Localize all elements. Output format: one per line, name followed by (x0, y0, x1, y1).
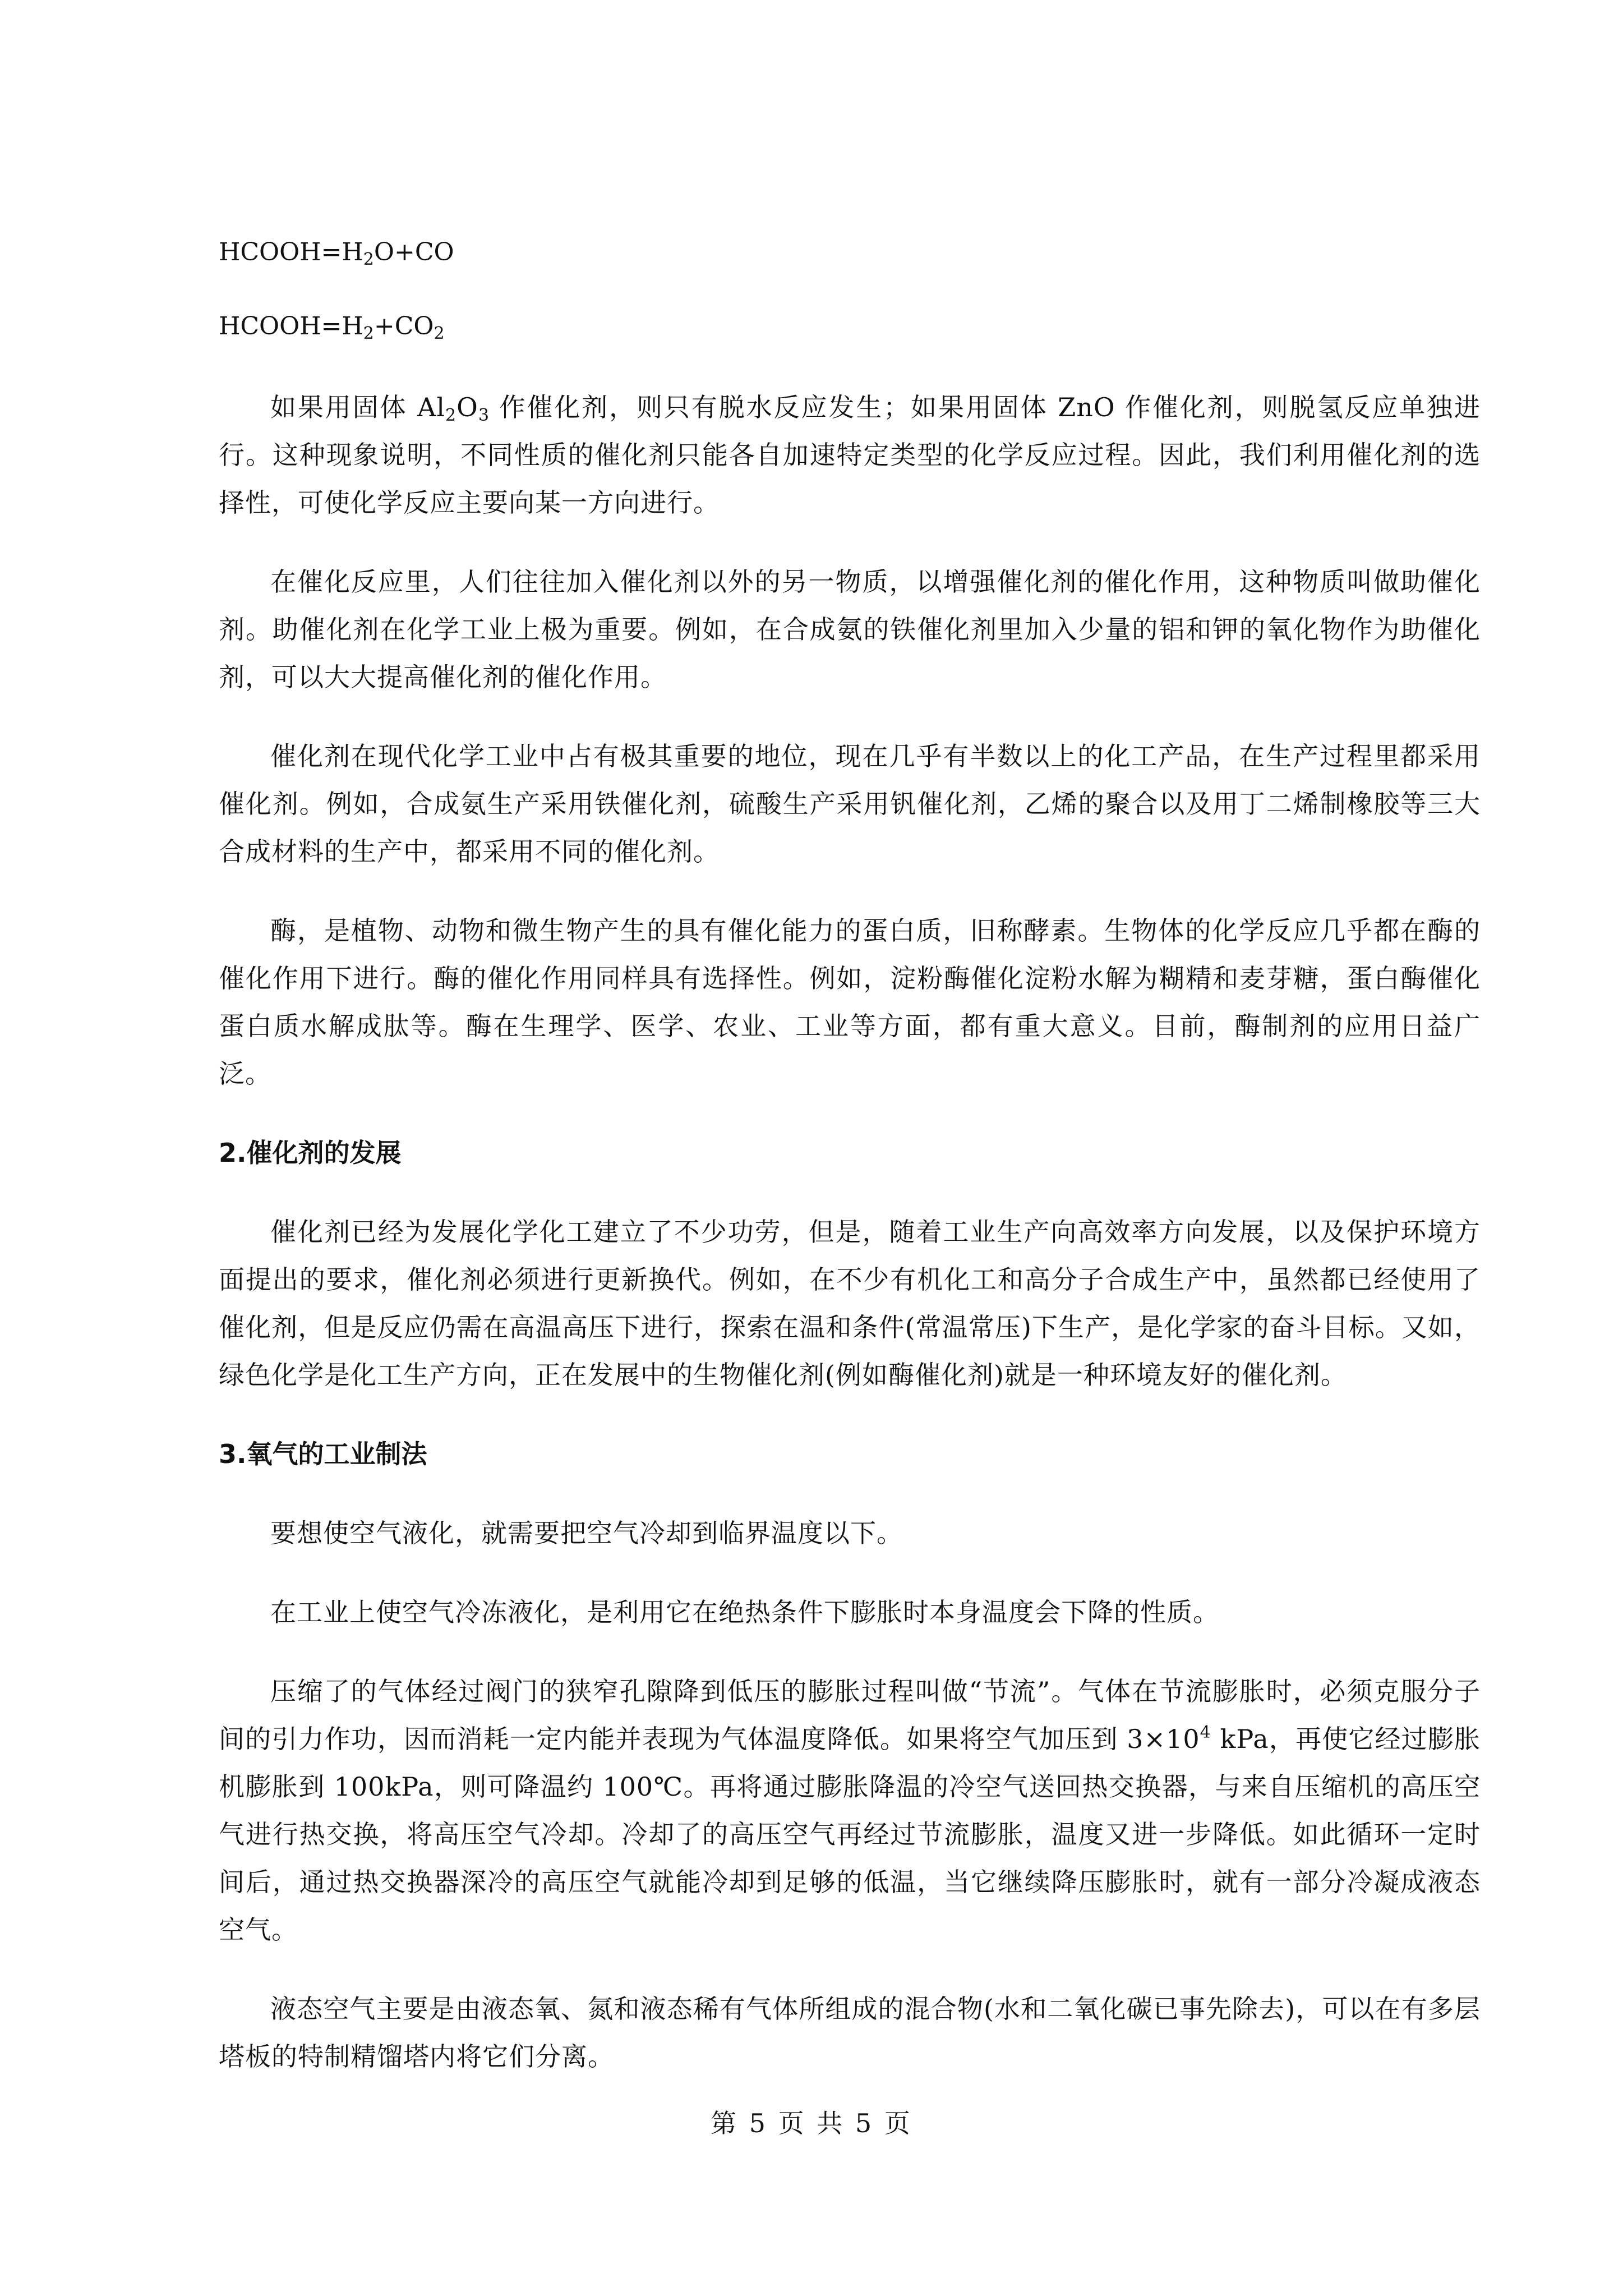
paragraph-enzyme: 酶，是植物、动物和微生物产生的具有催化能力的蛋白质，旧称酵素。生物体的化学反应几乎都在酶的催化作用下进行。酶的催化作用同样具有选择性。例如，淀粉酶催化淀粉水解为糊精和麦芽糖，蛋白酶催化蛋白质水解成肽等。酶在生理学、医学、农业、工业等方面，都有重大意义。目前，酶制剂的应用日益广泛。 (219, 915, 1481, 1089)
text-run: 作催化剂，则只有脱水反应发生；如果用固体 ZnO 作催化剂，则脱氢反应单独进行。这种现象说明，不同性质的催化剂只能各自加速特定类型的化学反应过程。因此，我们利用催化剂的选择性，可使化学反应主要向某一方向进行。 (219, 392, 1481, 518)
paragraph-throttling (219, 1668, 1481, 1954)
paragraph-promoter: 在催化反应里，人们往往加入催化剂以外的另一物质，以增强催化剂的催化作用，这种物质叫做助催化剂。助催化剂在化学工业上极为重要。例如，在合成氨的铁催化剂里加入少量的铝和钾的氧化物作为助催化剂，可以大大提高催化剂的催化作用。 (219, 567, 1481, 692)
subscript: 2 (363, 324, 374, 343)
subscript: 2 (434, 324, 445, 343)
formula-text: +CO (374, 312, 434, 341)
formula-text: HCOOH=H (219, 312, 363, 341)
text-run: 压缩了的气体经过阀门的狭窄孔隙降到低压的膨胀过程叫做“节流”。气体在节流膨胀时，必须克服分子间的引力作功，因而消耗一定内能并表现为气体温度降低。如果将空气加压到 3×10 (219, 1676, 1481, 1754)
text-run: kPa，再使它经过膨胀机膨胀到 100kPa，则可降温约 100℃。再将通过膨胀降温的冷空气送回热交换器，与来自压缩机的高压空气进行热交换，将高压空气冷却。冷却了的高压空气再经过节流膨胀，温度又进一步降低。如此循环一定时间后，通过热交换器深冷的高压空气就能冷却到足够的低温，当它继续降压膨胀时，就有一部分冷凝成液态空气。 (219, 1724, 1481, 1945)
text-run: O (457, 392, 478, 422)
paragraph-industrial-importance: 催化剂在现代化学工业中占有极其重要的地位，现在几乎有半数以上的化工产品，在生产过程里都采用催化剂。例如，合成氨生产采用铁催化剂，硫酸生产采用钒催化剂，乙烯的聚合以及用丁二烯制橡胶等三大合成材料的生产中，都采用不同的催化剂。 (219, 741, 1481, 867)
text-run: 如果用固体 Al (270, 392, 446, 422)
subscript: 2 (363, 250, 374, 269)
section-heading-oxygen-production: 3.氧气的工业制法 (219, 1439, 427, 1469)
paragraph-air-liquefaction: 要想使空气液化，就需要把空气冷却到临界温度以下。 (270, 1518, 903, 1548)
page-number-footer: 第 5 页 共 5 页 (711, 2108, 912, 2138)
formula-dehydrogenation (219, 310, 1481, 343)
paragraph-adiabatic-expansion: 在工业上使空气冷冻液化，是利用它在绝热条件下膨胀时本身温度会下降的性质。 (270, 1597, 1219, 1627)
superscript: 4 (1200, 1723, 1211, 1742)
formula-text: O+CO (374, 238, 454, 266)
page-content (219, 236, 1481, 2112)
subscript: 2 (445, 406, 457, 425)
section-heading-catalyst-development: 2.催化剂的发展 (219, 1138, 402, 1168)
paragraph-catalyst-selectivity (219, 384, 1481, 527)
formula-dehydration (219, 236, 1481, 269)
formula-text: HCOOH=H (219, 238, 363, 266)
subscript: 3 (478, 406, 490, 425)
paragraph-catalyst-development: 催化剂已经为发展化学化工建立了不少功劳，但是，随着工业生产向高效率方向发展，以及保护环境方面提出的要求，催化剂必须进行更新换代。例如，在不少有机化工和高分子合成生产中，虽然都已经使用了催化剂，但是反应仍需在高温高压下进行，探索在温和条件(常温常压)下生产，是化学家的奋斗目标。又如，绿色化学是化工生产方向，正在发展中的生物催化剂(例如酶催化剂)就是一种环境友好的催化剂。 (219, 1217, 1481, 1390)
paragraph-liquid-air-separation: 液态空气主要是由液态氧、氮和液态稀有气体所组成的混合物(水和二氧化碳已事先除去)，可以在有多层塔板的特制精馏塔内将它们分离。 (219, 1994, 1481, 2072)
